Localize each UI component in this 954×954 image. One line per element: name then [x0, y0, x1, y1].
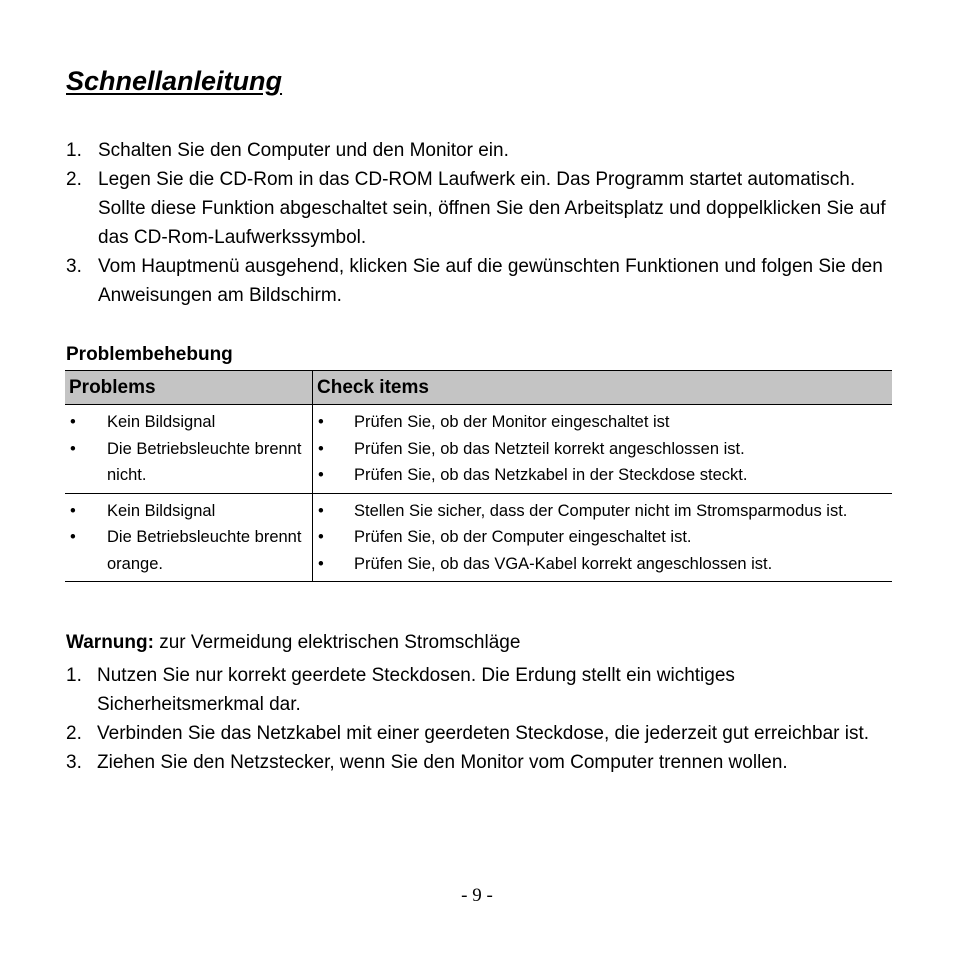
bullet-icon: •	[318, 528, 324, 546]
warning-item	[66, 719, 886, 748]
page-number: - 9 -	[461, 885, 493, 906]
warning-heading	[66, 632, 520, 654]
problems-list	[65, 409, 312, 493]
setup-steps-list	[66, 136, 886, 310]
warning-number: 3.	[66, 752, 82, 773]
warning-item-text: Nutzen Sie nur korrekt geerdete Steckdosen. Die Erdung stellt ein wichtiges Sicherheitsmerkmal dar.	[97, 665, 735, 715]
problem-text: Die Betriebsleuchte brennt nicht.	[107, 439, 302, 484]
list-item	[313, 462, 892, 489]
check-items-cell	[313, 405, 893, 494]
bullet-icon: •	[318, 466, 324, 484]
problems-cell	[65, 493, 313, 582]
check-text: Prüfen Sie, ob der Computer eingeschaltet ist.	[354, 528, 692, 546]
bullet-icon: •	[70, 501, 76, 520]
step-text: Legen Sie die CD-Rom in das CD-ROM Laufwerk ein. Das Programm startet automatisch. Sollte diese Funktion abgeschaltet sein, öffnen Sie den Arbeitsplatz und doppelklicken Sie auf das CD-Rom-Laufwerkssymbol.	[98, 169, 886, 248]
warning-text: zur Vermeidung elektrischen Stromschläge	[153, 632, 521, 653]
warning-list	[66, 661, 886, 777]
step-number: 3.	[66, 256, 82, 277]
bullet-icon: •	[318, 501, 324, 520]
problem-text: Kein Bildsignal	[107, 501, 216, 520]
check-text: Prüfen Sie, ob das Netzkabel in der Steckdose steckt.	[354, 466, 748, 484]
warning-item-text: Verbinden Sie das Netzkabel mit einer geerdeten Steckdose, die jederzeit gut erreichbar ist.	[97, 723, 870, 744]
list-item	[313, 524, 892, 551]
bullet-icon: •	[70, 439, 76, 458]
step-text: Vom Hauptmenü ausgehend, klicken Sie auf die gewünschten Funktionen und folgen Sie den Anweisungen am Bildschirm.	[98, 256, 883, 306]
problem-text: Kein Bildsignal	[107, 413, 216, 431]
list-item	[65, 498, 312, 525]
setup-step	[66, 165, 886, 252]
table-header-row	[65, 371, 892, 405]
warning-item-text: Ziehen Sie den Netzstecker, wenn Sie den Monitor vom Computer trennen wollen.	[97, 752, 788, 773]
step-text: Schalten Sie den Computer und den Monitor ein.	[98, 140, 509, 161]
step-number: 2.	[66, 169, 82, 190]
check-text: Stellen Sie sicher, dass der Computer nicht im Stromsparmodus ist.	[354, 501, 848, 520]
list-item	[313, 551, 892, 578]
check-text: Prüfen Sie, ob das Netzteil korrekt angeschlossen ist.	[354, 439, 745, 458]
column-header-check-items: Check items	[313, 371, 893, 405]
warning-item	[66, 748, 886, 777]
list-item	[65, 436, 312, 489]
bullet-icon: •	[70, 413, 76, 431]
bullet-icon: •	[70, 528, 76, 546]
bullet-icon: •	[318, 439, 324, 458]
bullet-icon: •	[318, 413, 324, 431]
setup-step	[66, 252, 886, 310]
troubleshooting-table	[65, 370, 892, 582]
bullet-icon: •	[318, 554, 324, 573]
setup-step	[66, 136, 886, 165]
check-text: Prüfen Sie, ob das VGA-Kabel korrekt angeschlossen ist.	[354, 554, 773, 573]
list-item	[313, 409, 892, 436]
page-title: Schnellanleitung	[66, 66, 283, 96]
problems-list	[65, 498, 312, 582]
check-text: Prüfen Sie, ob der Monitor eingeschaltet ist	[354, 413, 670, 431]
step-number: 1.	[66, 140, 82, 161]
list-item	[313, 498, 892, 525]
list-item	[65, 524, 312, 577]
check-items-list	[313, 409, 892, 493]
troubleshooting-heading: Problembehebung	[66, 344, 233, 365]
problem-text: Die Betriebsleuchte brennt orange.	[107, 528, 302, 573]
warning-item	[66, 661, 886, 719]
problems-cell	[65, 405, 313, 494]
check-items-cell	[313, 493, 893, 582]
table-row	[65, 493, 892, 582]
list-item	[313, 436, 892, 463]
warning-number: 1.	[66, 665, 82, 686]
table-row	[65, 405, 892, 494]
warning-label: Warnung:	[66, 632, 154, 653]
warning-number: 2.	[66, 723, 82, 744]
column-header-problems: Problems	[65, 371, 313, 405]
check-items-list	[313, 498, 892, 582]
list-item	[65, 409, 312, 436]
